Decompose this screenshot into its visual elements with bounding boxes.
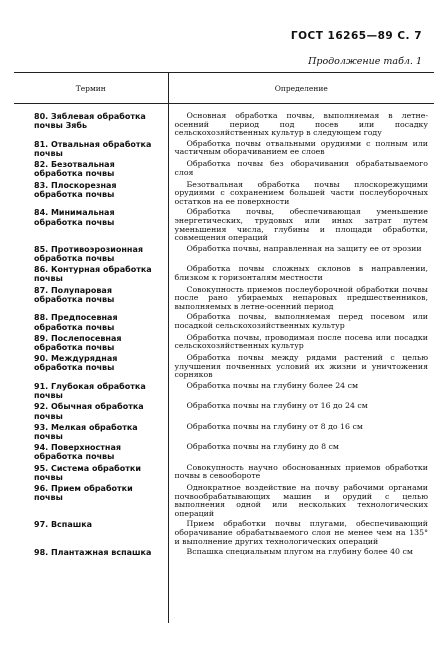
definition-cell (168, 158, 434, 178)
definition-text: Прием обработки почвы плугами, обеспечивающий оборачивание обрабатываемого слоя не менее чем на 135° и выполнение других технологических операций (174, 519, 428, 546)
definition-cell (168, 284, 434, 312)
definition-cell (168, 518, 434, 546)
definition-cell (168, 380, 434, 400)
term-cell: 86. Контурная обработка почвы (14, 263, 168, 283)
term-cell: 90. Междурядная обработка почвы (14, 352, 168, 380)
definition-text: Обработка почвы сложных склонов в направлении, близком к горизонталям местности (174, 264, 428, 282)
definition-text: Обработка почвы на глубину от 16 до 24 см (186, 401, 368, 411)
term-cell: 88. Предпосевная обработка почвы (14, 311, 168, 331)
table-row (14, 482, 434, 518)
table-continuation-label: Продолжение табл. 1 (308, 56, 422, 67)
definition-cell (168, 332, 434, 352)
definition-column-header: Определение (168, 73, 434, 104)
table-row (14, 158, 434, 178)
definition-cell (168, 546, 434, 623)
table-row (14, 352, 434, 380)
table-row (14, 206, 434, 242)
definition-cell (168, 311, 434, 331)
definition-cell (168, 462, 434, 482)
definition-cell (168, 263, 434, 283)
definition-cell (168, 482, 434, 518)
table-row (14, 462, 434, 482)
term-cell: 81. Отвальная обработка почвы (14, 138, 168, 158)
table-row (14, 421, 434, 441)
definition-text: Обработка почвы на глубину от 8 до 16 см (186, 421, 363, 431)
term-cell: 96. Прием обработки почвы (14, 482, 168, 518)
term-cell: 85. Противоэрозионная обработка почвы (14, 243, 168, 263)
definition-text: Обработка почвы на глубину до 8 см (186, 442, 339, 452)
definition-text: Обработка почвы между рядами растений с целью улучшения почвенных условий их жизни и уничтожения сорняков (174, 353, 428, 380)
definition-cell (168, 441, 434, 461)
table-row (14, 284, 434, 312)
term-cell: 91. Глубокая обработка почвы (14, 380, 168, 400)
definition-cell (168, 104, 434, 138)
definition-cell (168, 138, 434, 158)
table-row (14, 138, 434, 158)
definition-text: Обработка почвы без оборачивания обрабатываемого слоя (174, 159, 428, 177)
term-cell: 92. Обычная обработка почвы (14, 400, 168, 420)
term-cell: 87. Полупаровая обработка почвы (14, 284, 168, 312)
term-cell: 97. Вспашка (14, 518, 168, 546)
definition-text: Обработка почвы, выполняемая перед посевом или посадкой сельскохозяйственных культур (174, 312, 428, 330)
definition-text: Обработка почвы на глубину более 24 см (186, 380, 359, 390)
definition-cell (168, 421, 434, 441)
table-row (14, 311, 434, 331)
term-cell: 95. Система обработки почвы (14, 462, 168, 482)
term-column-header: Термин (14, 73, 168, 104)
table-row (14, 380, 434, 400)
table-header-row (14, 73, 434, 104)
term-cell: 93. Мелкая обработка почвы (14, 421, 168, 441)
definition-text: Совокупность приемов послеуборочной обработки почвы после рано убираемых непаровых предшественников, выполняемых в летне-осенний период (174, 284, 428, 311)
term-cell: 94. Поверхностная обработка почвы (14, 441, 168, 461)
definition-cell (168, 400, 434, 420)
table-row (14, 400, 434, 420)
definition-cell (168, 206, 434, 242)
term-cell: 84. Минимальная обработка почвы (14, 206, 168, 242)
table-row (14, 518, 434, 546)
document-reference: ГОСТ 16265—89 С. 7 (290, 30, 422, 42)
terms-table (14, 72, 434, 623)
term-cell: 89. Послепосевная обработка почвы (14, 332, 168, 352)
table-row (14, 546, 434, 623)
table-row (14, 263, 434, 283)
table-row (14, 332, 434, 352)
definition-text: Однократное воздействие на почву рабочими органами почвообрабатывающих машин и орудий с целью выполнения одной или нескольких технологических операций (174, 482, 428, 518)
definition-cell (168, 243, 434, 263)
table-row (14, 441, 434, 461)
definition-text: Обработка почвы, обеспечивающая уменьшение энергетических, трудовых или иных затрат путем уменьшения числа, глубины и площади обработки, совмещения операций (174, 207, 428, 243)
term-cell: 83. Плоскорезная обработка почвы (14, 179, 168, 207)
table-row (14, 243, 434, 263)
definition-text: Обработка почвы отвальными орудиями с полным или частичным оборачиванием ее слоев (174, 138, 428, 157)
definition-cell (168, 352, 434, 380)
term-cell: 80. Зяблевая обработка почвы Зябь (14, 104, 168, 138)
definition-text: Безотвальная обработка почвы плоскорежущими орудиями с сохранением большей части послеуборочных остатков на ее поверхности (174, 179, 428, 206)
term-cell: 98. Плантажная вспашка (14, 546, 168, 623)
definition-text: Обработка почвы, проводимая после посева или посадки сельскохозяйственных культур (174, 332, 428, 351)
definition-cell (168, 179, 434, 207)
definition-text: Совокупность научно обоснованных приемов обработки почвы в севообороте (174, 462, 428, 481)
definition-text: Обработка почвы, направленная на защиту ее от эрозии (186, 243, 422, 253)
table-row (14, 179, 434, 207)
term-cell: 82. Безотвальная обработка почвы (14, 158, 168, 178)
definition-text: Вспашка специальным плугом на глубину более 40 см (186, 547, 413, 557)
definition-text: Основная обработка почвы, выполняемая в летне-осенний период под посев или посадку сельскохозяйственных культур в следующем году (174, 111, 428, 138)
table-row (14, 104, 434, 138)
